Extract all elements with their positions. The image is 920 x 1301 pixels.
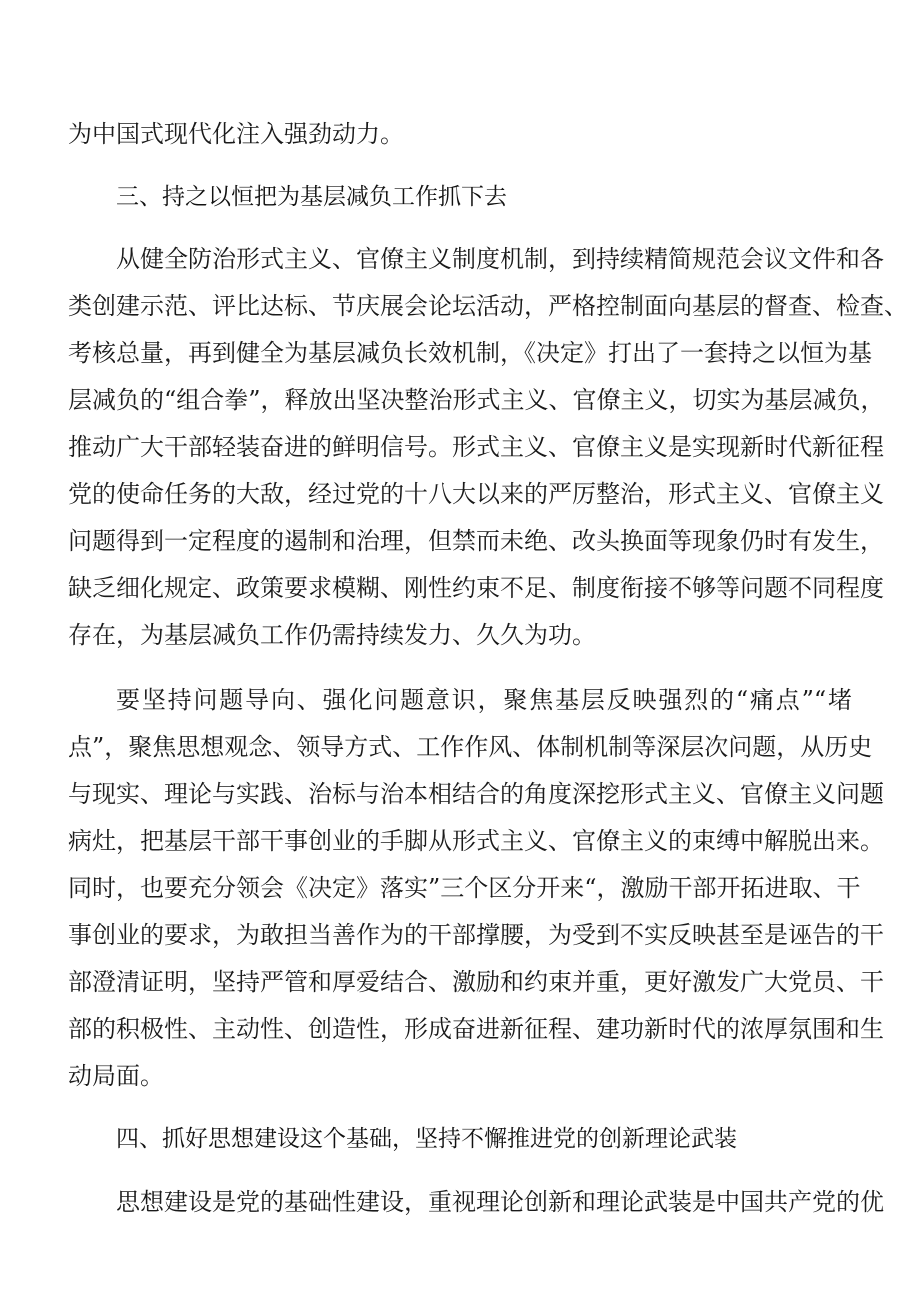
section-4-heading: 四、抓好思想建设这个基础，坚持不懈推进党的创新理论武装 <box>116 1126 737 1152</box>
intro-tail-line: 为中国式现代化注入强劲动力。 <box>68 120 404 148</box>
paragraph-line: 缺乏细化规定、政策要求模糊、刚性约束不足、制度衔接不够等问题不同程度 <box>68 574 884 602</box>
paragraph-line: 动局面。 <box>68 1062 164 1090</box>
paragraph-line: 问题得到一定程度的遏制和治理，但禁而未绝、改头换面等现象仍时有发生， <box>68 527 884 555</box>
paragraph-line: 同时，也要充分领会《决定》落实”三个区分开来“，激励干部开拓进取、干 <box>68 874 861 902</box>
paragraph-line: 党的使命任务的大敌，经过党的十八大以来的严厉整治，形式主义、官僚主义 <box>68 480 884 508</box>
paragraph-line: 考核总量，再到健全为基层减负长效机制，《决定》打出了一套持之以恒为基 <box>68 339 872 367</box>
paragraph-line: 事创业的要求，为敢担当善作为的干部撑腰，为受到不实反映甚至是诬告的干 <box>68 921 884 949</box>
paragraph-line: 与现实、理论与实践、治标与治本相结合的角度深挖形式主义、官僚主义问题 <box>68 780 884 808</box>
paragraph-line: 层减负的“组合拳”，释放出坚决整治形式主义、官僚主义，切实为基层减负， <box>68 386 885 414</box>
paragraph-line: 部的积极性、主动性、创造性，形成奋进新征程、建功新时代的浓厚氛围和生 <box>68 1015 884 1043</box>
paragraph-line: 推动广大干部轻装奋进的鲜明信号。形式主义、官僚主义是实现新时代新征程 <box>68 433 884 461</box>
paragraph-line: 点”，聚焦思想观念、领导方式、工作作风、体制机制等深层次问题，从历史 <box>68 733 873 761</box>
section-3-heading: 三、持之以恒把为基层减负工作抓下去 <box>116 184 507 210</box>
paragraph-line: 要坚持问题导向、强化问题意识，聚焦基层反映强烈的“痛点”“堵 <box>116 686 852 714</box>
paragraph-line: 病灶，把基层干部干事创业的手脚从形式主义、官僚主义的束缚中解脱出来。 <box>68 827 884 855</box>
paragraph-line: 存在，为基层减负工作仍需持续发力、久久为功。 <box>68 621 596 649</box>
paragraph-line: 思想建设是党的基础性建设，重视理论创新和理论武装是中国共产党的优 <box>116 1188 884 1216</box>
paragraph-line: 部澄清证明，坚持严管和厚爱结合、激励和约束并重，更好激发广大党员、干 <box>68 968 884 996</box>
paragraph-line: 从健全防治形式主义、官僚主义制度机制，到持续精简规范会议文件和各 <box>116 245 884 273</box>
paragraph-line: 类创建示范、评比达标、节庆展会论坛活动，严格控制面向基层的督查、检查、 <box>68 292 908 320</box>
